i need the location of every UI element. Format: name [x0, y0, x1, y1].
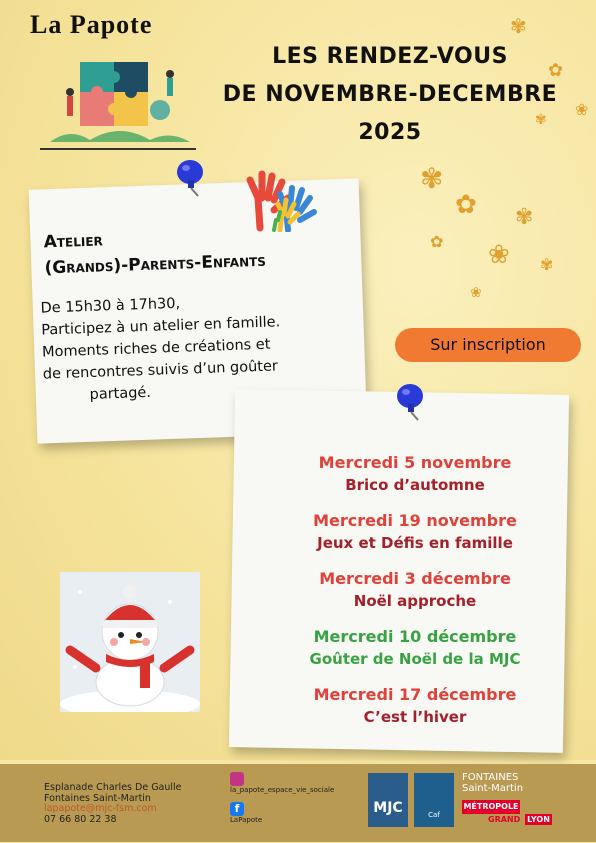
fsm-line2: Saint-Martin: [462, 783, 524, 794]
session-item: [240, 684, 590, 728]
leaf-icon: ❀: [575, 100, 589, 119]
address-line: Fontaines Saint-Martin: [44, 792, 151, 804]
pushpin-icon: [394, 382, 430, 422]
pushpin-icon: [174, 158, 210, 198]
session-date: Mercredi 5 novembre: [318, 453, 512, 472]
signup-badge: Sur inscription: [395, 328, 581, 362]
grand-lyon-logo: [486, 815, 552, 824]
leaf-icon: ❀: [470, 285, 482, 301]
session-name: Brico d’automne: [345, 476, 485, 494]
session-name: Noël approche: [353, 592, 477, 610]
atelier-description: [40, 286, 364, 407]
fsm-line1: FONTAINES: [462, 772, 519, 783]
facebook-icon: f: [230, 802, 244, 816]
leaf-icon: ✾: [515, 205, 534, 230]
atelier-text-line: de rencontres suivis d’un goûter: [42, 358, 279, 383]
atelier-text-line: De 15h30 à 17h30,: [40, 295, 181, 317]
phone-number: 07 66 80 22 38: [44, 813, 117, 825]
mjc-logo: MJC: [368, 773, 408, 827]
session-date: Mercredi 19 novembre: [313, 511, 517, 530]
atelier-text-line: partagé.: [89, 384, 152, 403]
sessions-list: [240, 452, 590, 742]
social-links: [230, 772, 334, 824]
grand-label: GRAND: [488, 815, 521, 824]
email-link[interactable]: lapapote@mjc-fsm.com: [44, 803, 157, 814]
headline: [200, 38, 580, 152]
facebook-row[interactable]: [230, 802, 334, 824]
session-item: [240, 452, 590, 496]
leaf-icon: ✿: [430, 232, 444, 251]
session-date: Mercredi 17 décembre: [313, 685, 517, 704]
leaf-icon: ✾: [540, 255, 554, 274]
atelier-text-line: Moments riches de créations et: [41, 336, 271, 361]
session-date: Mercredi 3 décembre: [319, 569, 511, 588]
atelier-text-line: Participez à un atelier en famille.: [41, 314, 281, 339]
atelier-title-line2: (Grands)-Parents-Enfants: [44, 250, 267, 279]
logo-underline: [40, 148, 196, 150]
fontaines-saint-martin-logo: [462, 772, 523, 794]
instagram-handle: la_papote_espace_vie_sociale: [230, 786, 335, 794]
session-name: Goûter de Noël de la MJC: [309, 650, 521, 668]
session-item: [240, 626, 590, 670]
leaf-icon: ✾: [420, 162, 444, 195]
session-name: C’est l’hiver: [363, 708, 467, 726]
puzzle-logo-image: [40, 52, 195, 148]
leaf-icon: ✾: [510, 14, 527, 38]
atelier-title: [43, 219, 355, 282]
address-line: Esplanade Charles De Gaulle: [44, 782, 182, 793]
leaf-icon: ❀: [488, 240, 510, 270]
instagram-row[interactable]: [230, 772, 334, 794]
lyon-label: LYON: [527, 815, 550, 824]
caf-logo: Caf: [414, 773, 454, 827]
leaf-icon: ✾: [535, 112, 547, 128]
facebook-handle: LaPapote: [230, 816, 263, 824]
footer-address: [44, 783, 182, 825]
leaf-icon: ✿: [548, 60, 564, 81]
headline-line2: DE NOVEMBRE-DECEMBRE: [222, 82, 558, 107]
instagram-icon: [230, 772, 244, 786]
leaf-icon: ✿: [455, 190, 477, 220]
headline-line3: 2025: [358, 120, 422, 145]
metropole-logo: MÉTROPOLE: [462, 800, 520, 814]
atelier-title-line1: Atelier: [43, 230, 104, 253]
session-date: Mercredi 10 décembre: [313, 627, 517, 646]
session-item: [240, 510, 590, 554]
session-name: Jeux et Défis en famille: [317, 534, 513, 552]
session-item: [240, 568, 590, 612]
headline-line1: LES RENDEZ-VOUS: [272, 44, 508, 69]
snowman-image: [60, 572, 200, 712]
logo-title: La Papote: [30, 10, 153, 39]
